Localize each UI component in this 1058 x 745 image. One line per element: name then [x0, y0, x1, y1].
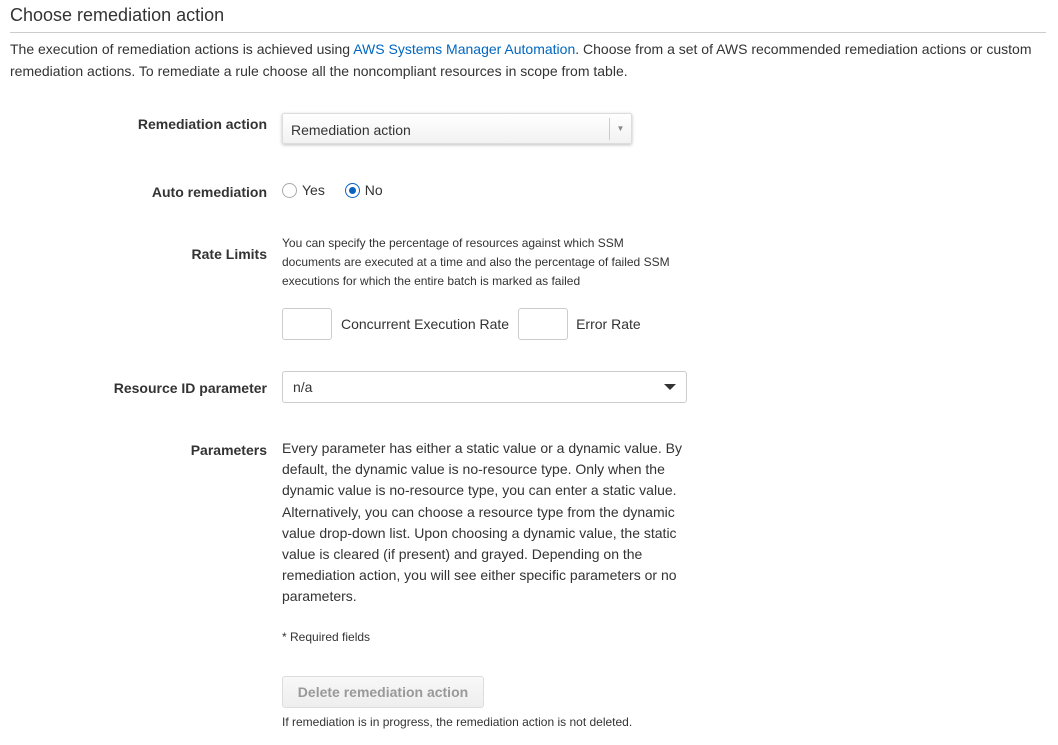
radio-yes-label: Yes: [302, 182, 325, 198]
resource-id-select[interactable]: [282, 371, 687, 403]
divider: [10, 32, 1046, 33]
description-text-end: . Choose from a set of AWS recommended remediation actions or custom remediation actions. To remediate a rule choose all the noncompliant resources in scope from table.: [10, 41, 1032, 79]
error-rate-input[interactable]: [518, 308, 568, 340]
resource-id-label: Resource ID parameter: [113, 380, 267, 396]
parameters-label: Parameters: [190, 442, 267, 458]
concurrent-execution-rate-input[interactable]: [282, 308, 332, 340]
auto-remediation-label: Auto remediation: [151, 184, 267, 200]
caret-down-icon: [664, 384, 676, 390]
section-description: [10, 38, 1050, 82]
radio-no-label: No: [364, 182, 383, 198]
ssm-automation-link[interactable]: AWS Systems Manager Automation: [353, 41, 576, 57]
delete-remediation-action-button[interactable]: Delete remediation action: [282, 676, 484, 708]
remediation-action-label: Remediation action: [137, 116, 267, 132]
auto-remediation-radios: [282, 182, 383, 198]
rate-limits-label: Rate Limits: [191, 246, 267, 262]
dropdown-arrow-icon: ▼: [609, 118, 631, 140]
description-text: The execution of remediation actions is achieved using: [10, 41, 354, 57]
error-rate-label: Error Rate: [576, 316, 641, 332]
required-fields-note: * Required fields: [282, 630, 371, 644]
radio-no-icon[interactable]: [345, 183, 360, 198]
remediation-action-select[interactable]: [282, 113, 632, 144]
radio-yes[interactable]: [282, 182, 325, 198]
radio-yes-icon[interactable]: [282, 183, 297, 198]
delete-note: If remediation is in progress, the remediation action is not deleted.: [282, 715, 633, 729]
section-title: Choose remediation action: [10, 5, 225, 25]
parameters-description: Every parameter has either a static value or a dynamic value. By default, the dynamic value is no-resource type. Only when the dynamic value is no-resource type, you can enter a static value. Alternatively, you can choose a resource type from the dynamic value drop-down list. Upon choosing a dynamic value, the static value is cleared (if present) and grayed. Depending on the remediation action, you will see either specific parameters or no parameters.: [282, 440, 682, 605]
radio-no[interactable]: [345, 182, 383, 198]
remediation-action-value: Remediation action: [291, 122, 411, 138]
resource-id-value: n/a: [293, 379, 313, 395]
rate-limits-help: You can specify the percentage of resources against which SSM documents are executed at a time and also the percentage of failed SSM executions for which the entire batch is marked as failed: [282, 236, 670, 288]
concurrent-execution-rate-label: Concurrent Execution Rate: [341, 316, 510, 332]
